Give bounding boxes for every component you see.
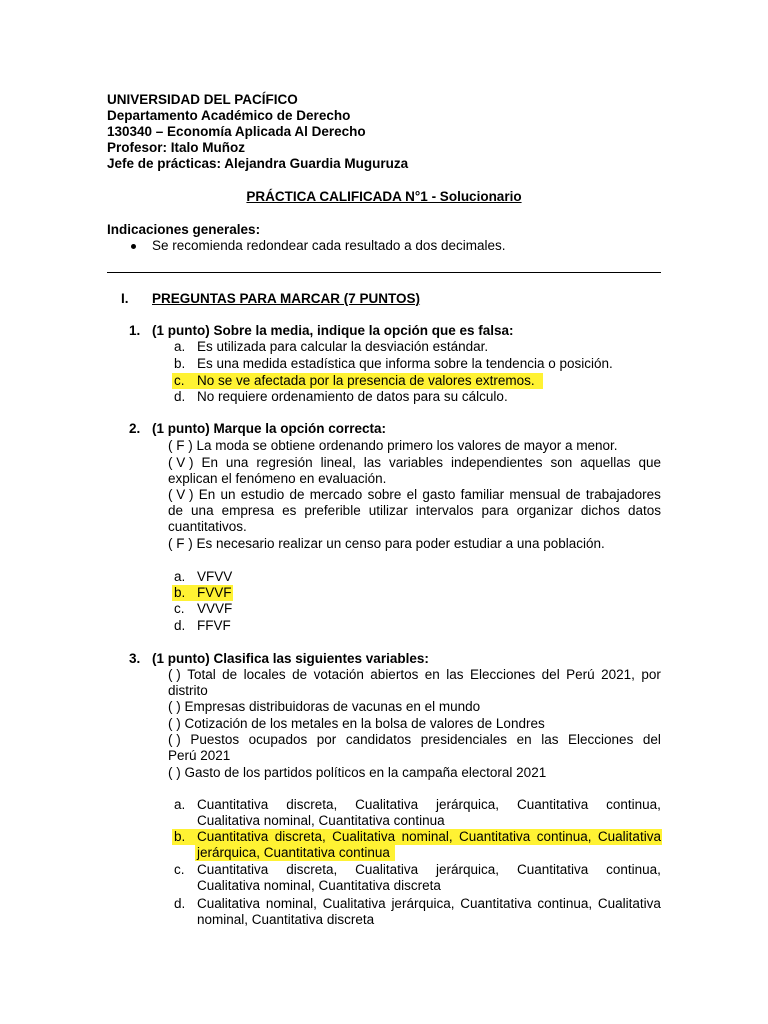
word: Cuantitativa	[197, 862, 269, 877]
word: una	[191, 503, 214, 518]
q2-option-c-letter: c.	[174, 601, 185, 616]
q1-option-a-text: Es utilizada para calcular la desviación estándar.	[197, 339, 489, 354]
question-3-number: 3.	[129, 651, 141, 666]
q3-option-d-letter: d.	[174, 896, 186, 911]
word: regresión	[256, 455, 313, 470]
word: del	[642, 732, 661, 747]
word: nominal,	[265, 896, 317, 911]
word: presidenciales	[420, 732, 508, 747]
q3-option-a-line-2: Cualitativa nominal, Cuantitativa continua	[197, 813, 445, 828]
indications-heading: Indicaciones generales:	[107, 222, 261, 237]
q1-option-c-letter: c.	[174, 373, 185, 388]
q3-option-b-letter: b.	[174, 829, 186, 844]
q2-statement-2-line-2: explican el fenómeno en evaluación.	[168, 471, 387, 486]
word: sobre	[367, 487, 402, 502]
section-number: I.	[121, 291, 129, 306]
q2-option-a-text: VFVV	[197, 569, 233, 584]
word: organizar	[516, 503, 573, 518]
word: Cuantitativa	[197, 829, 269, 844]
q2-statement-4: ( F ) Es necesario realizar un censo para poder estudiar a una población.	[168, 536, 605, 551]
word: por	[641, 667, 661, 682]
q2-statement-1: ( F ) La moda se obtiene ordenando primero los valores de mayor a menor.	[168, 438, 618, 453]
question-2-number: 2.	[129, 421, 141, 436]
word: utilizar	[368, 503, 408, 518]
word: mercado	[309, 487, 363, 502]
q3-option-c-line-1	[197, 862, 661, 878]
word: ( V )	[168, 487, 194, 502]
q3-variable-5: ( ) Gasto de los partidos políticos en la campaña electoral 2021	[168, 765, 547, 780]
q2-option-b-letter: b.	[174, 585, 186, 600]
word: 2021,	[601, 667, 635, 682]
word: datos	[627, 503, 661, 518]
word: Cuantitativa	[197, 797, 269, 812]
word: son	[550, 455, 573, 470]
word: de	[292, 667, 308, 682]
word: Cuantitativa	[459, 829, 531, 844]
word: Puestos	[190, 732, 240, 747]
word: es	[282, 503, 297, 518]
course-name: 130340 – Economía Aplicada Al Derecho	[107, 124, 366, 139]
word: de	[289, 487, 305, 502]
q1-option-b-letter: b.	[174, 356, 186, 371]
word: Cualitativa	[355, 862, 419, 877]
q3-option-a-letter: a.	[174, 797, 186, 812]
word: Cualitativa	[322, 896, 386, 911]
q1-option-b-text: Es una medida estadística que informa sobre la tendencia o posición.	[197, 356, 613, 371]
question-1-number: 1.	[129, 323, 141, 338]
q2-option-a-letter: a.	[174, 569, 186, 584]
word: Cualitativa	[332, 829, 396, 844]
document-title: PRÁCTICA CALIFICADA N°1 - Solucionario	[246, 189, 522, 204]
word: continua,	[606, 862, 661, 877]
q2-statement-2-line-1	[168, 455, 661, 471]
q3-variable-3: ( ) Cotización de los metales en la bolsa de valores de Londres	[168, 716, 545, 731]
q3-variable-1-line-2: distrito	[168, 683, 208, 698]
word: por	[316, 732, 337, 747]
word: continua,	[606, 797, 661, 812]
university-name: UNIVERSIDAD DEL PACÍFICO	[107, 92, 298, 107]
word: continua,	[537, 896, 593, 911]
word: en	[424, 667, 440, 682]
q2-option-c-text: VVVF	[197, 601, 233, 616]
word: Cualitativa	[355, 797, 419, 812]
word: jerárquica,	[436, 797, 500, 812]
word: Elecciones	[568, 732, 634, 747]
word: un	[220, 487, 236, 502]
q1-option-d-text: No requiere ordenamiento de datos para su cálculo.	[197, 389, 508, 404]
q3-variable-1-line-1	[168, 667, 661, 683]
word: discreta,	[286, 862, 338, 877]
q1-option-d-letter: d.	[174, 389, 186, 404]
word: discreta,	[286, 797, 338, 812]
question-1-text: (1 punto) Sobre la media, indique la opción que es falsa:	[152, 323, 514, 338]
q3-option-a-line-1	[197, 797, 661, 813]
word: independientes	[450, 455, 543, 470]
word: dichos	[580, 503, 620, 518]
q2-statement-3-line-3: cuantitativos.	[168, 519, 247, 534]
q3-variable-4-line-2: Perú 2021	[168, 748, 231, 763]
word: en	[516, 732, 532, 747]
q2-statement-3-line-1	[168, 487, 661, 503]
q2-option-b-text: FVVF	[197, 585, 232, 600]
word: discreta,	[274, 829, 326, 844]
word: En	[201, 455, 218, 470]
word: una	[225, 455, 249, 470]
q3-option-d-line-2: nominal, Cuantitativa discreta	[197, 912, 375, 927]
q1-option-a-letter: a.	[174, 339, 186, 354]
word: de	[222, 667, 238, 682]
department-name: Departamento Académico de Derecho	[107, 108, 351, 123]
word: Cuantitativa	[460, 896, 532, 911]
practice-chief: Jefe de prácticas: Alejandra Guardia Muguruza	[107, 156, 409, 171]
word: mensual	[509, 487, 561, 502]
word: lineal,	[320, 455, 356, 470]
word: intervalos	[415, 503, 474, 518]
word: el	[406, 487, 418, 502]
question-3-text: (1 punto) Clasifica las siguientes variables:	[152, 651, 429, 666]
word: del	[541, 667, 560, 682]
q3-variable-2: ( ) Empresas distribuidoras de vacunas en el mundo	[168, 699, 481, 714]
professor-name: Profesor: Italo Muñoz	[107, 140, 245, 155]
q2-option-d-letter: d.	[174, 618, 186, 633]
q3-option-c-line-2: Cualitativa nominal, Cuantitativa discreta	[197, 878, 441, 893]
bullet-icon	[131, 244, 136, 249]
word: candidatos	[345, 732, 412, 747]
word: familiar	[460, 487, 505, 502]
q3-option-c-letter: c.	[174, 862, 185, 877]
word: Cuantitativa	[516, 797, 589, 812]
word: preferible	[304, 503, 361, 518]
word: continua,	[536, 829, 592, 844]
word: para	[481, 503, 509, 518]
word: Cualitativa	[197, 896, 261, 911]
word: estudio	[240, 487, 285, 502]
word: Elecciones	[469, 667, 536, 682]
word: de	[565, 487, 581, 502]
word: ocupados	[248, 732, 308, 747]
word: abiertos	[370, 667, 419, 682]
word: ( V )	[168, 455, 194, 470]
q3-option-d-line-1	[197, 896, 661, 912]
indication-bullet-text: Se recomienda redondear cada resultado a dos decimales.	[152, 238, 506, 253]
q1-option-c-text: No se ve afectada por la presencia de valores extremos.	[197, 373, 535, 388]
word: Cuantitativa	[516, 862, 589, 877]
word: Perú	[566, 667, 595, 682]
word: jerárquica,	[436, 862, 500, 877]
q3-option-b-line-1	[197, 829, 661, 845]
word: de	[168, 503, 184, 518]
q2-option-d-text: FFVF	[197, 618, 231, 633]
word: Total	[187, 667, 216, 682]
q3-option-b-line-2: jerárquica, Cuantitativa continua	[197, 845, 390, 860]
word: votación	[313, 667, 364, 682]
word: trabajadores	[585, 487, 661, 502]
word: nominal,	[401, 829, 453, 844]
divider	[107, 272, 661, 273]
q2-statement-3-line-2	[168, 503, 661, 519]
word: las	[363, 455, 382, 470]
word: jerárquica,	[391, 896, 455, 911]
word: Cualitativa	[597, 829, 661, 844]
word: las	[446, 667, 464, 682]
word: gasto	[422, 487, 456, 502]
word: aquellas	[580, 455, 631, 470]
word: empresa	[221, 503, 275, 518]
word: variables	[389, 455, 444, 470]
q3-variable-4-line-1	[168, 732, 661, 748]
word: que	[638, 455, 661, 470]
word: Cualitativa	[597, 896, 661, 911]
section-title: PREGUNTAS PARA MARCAR (7 PUNTOS)	[152, 291, 421, 306]
word: las	[541, 732, 559, 747]
word: ( )	[168, 667, 181, 682]
word: ( )	[168, 732, 181, 747]
word: En	[198, 487, 216, 502]
question-2-text: (1 punto) Marque la opción correcta:	[152, 421, 387, 436]
word: locales	[243, 667, 286, 682]
